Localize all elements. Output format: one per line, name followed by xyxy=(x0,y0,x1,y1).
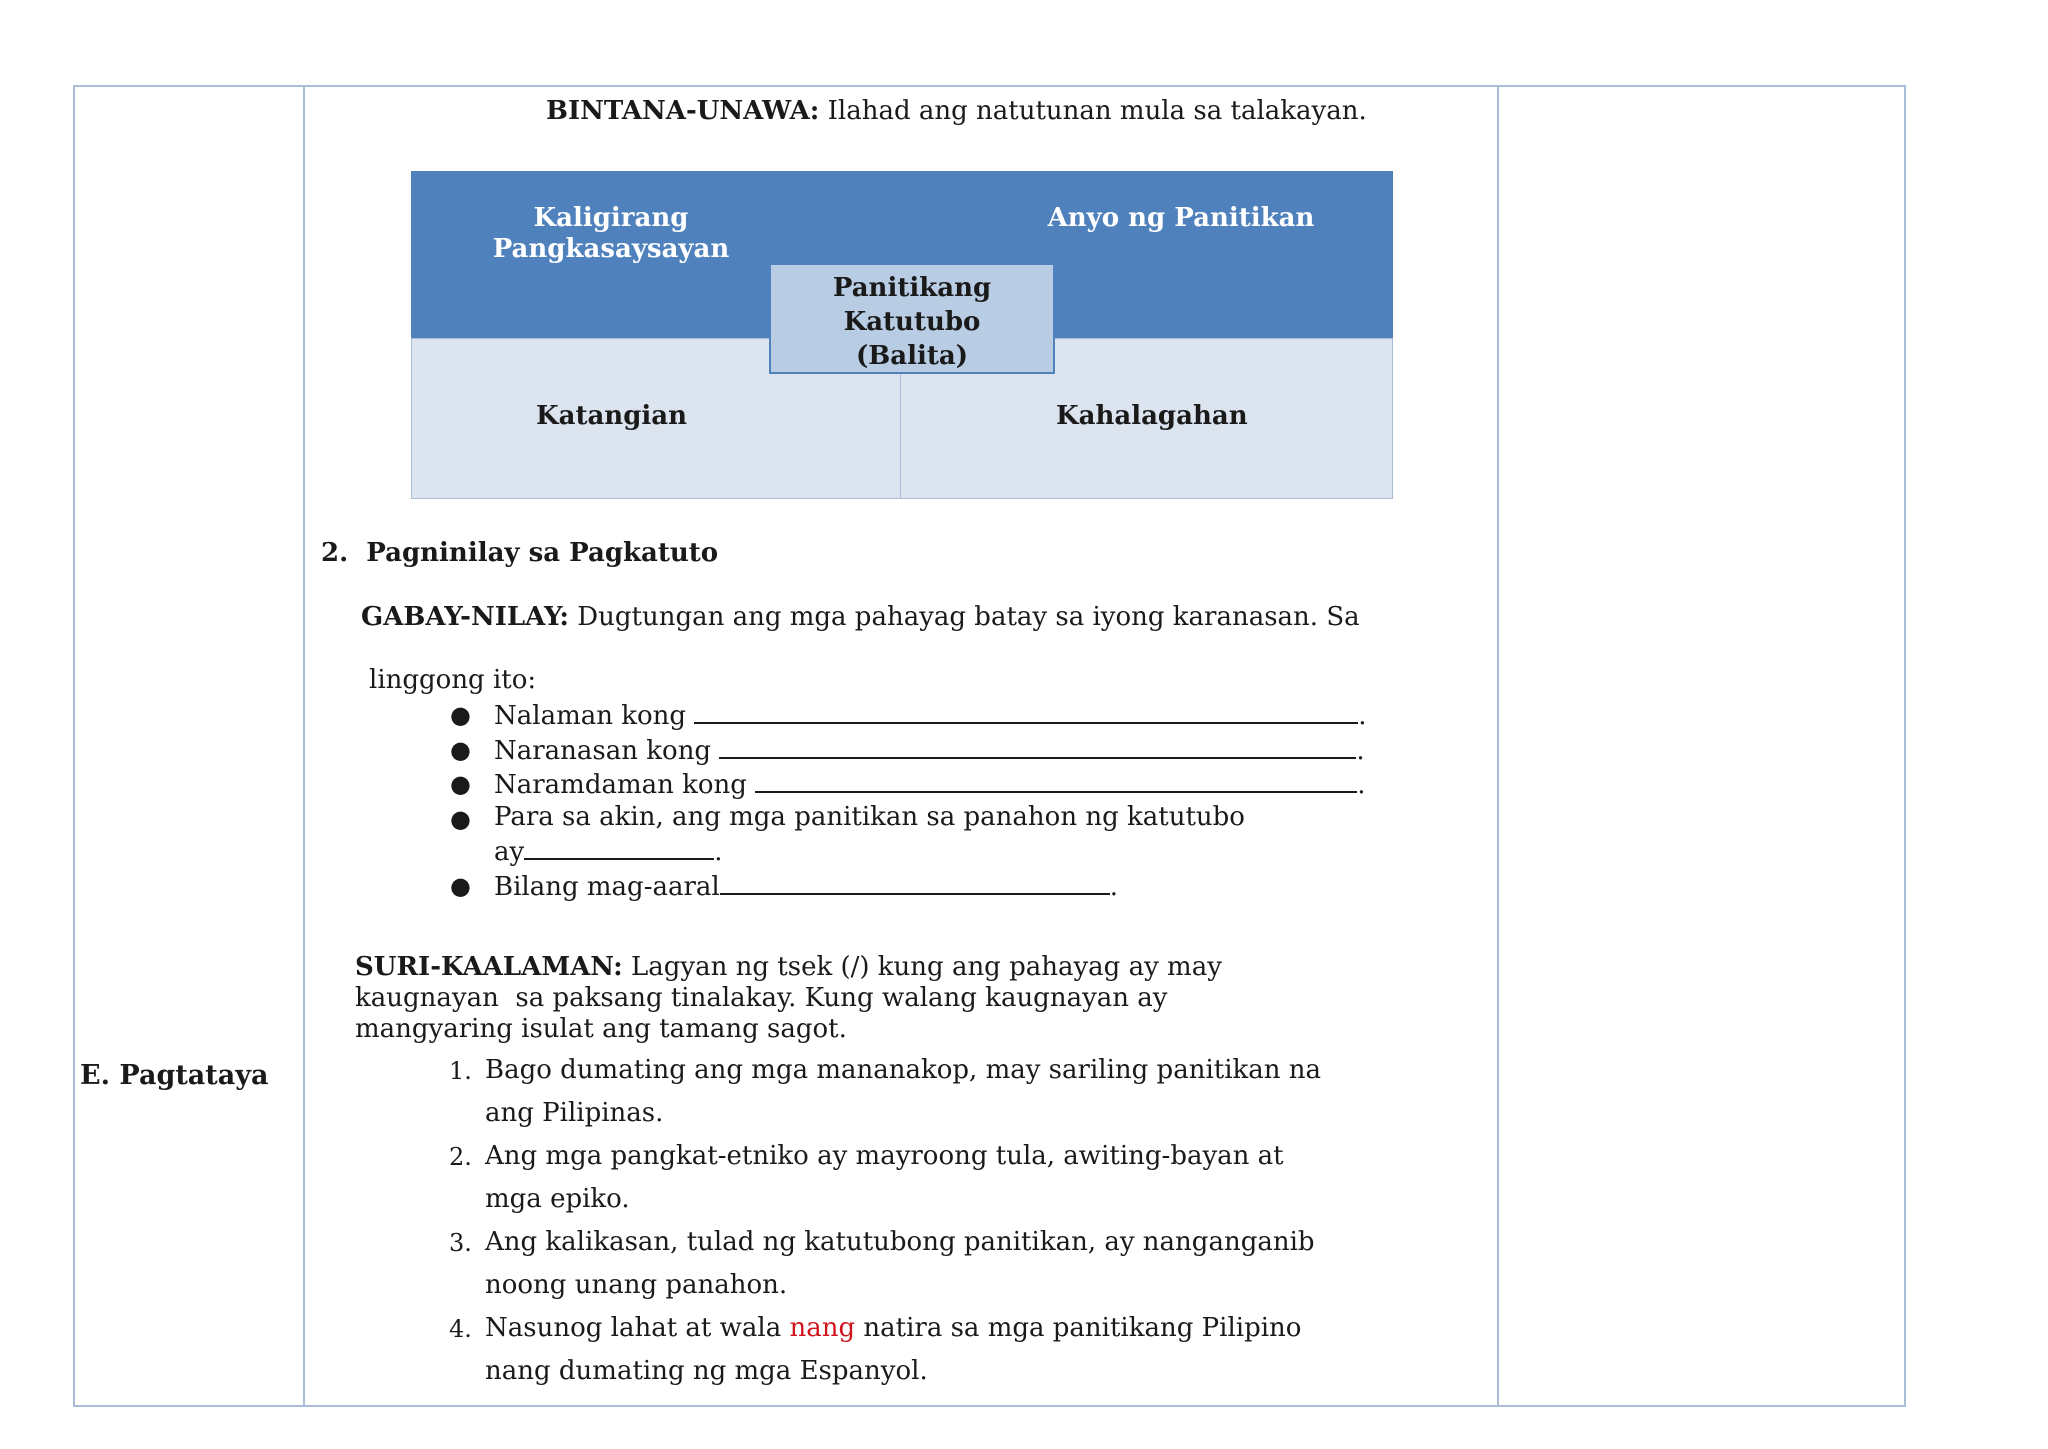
item-4-line-1 xyxy=(485,1313,1301,1344)
bullet-marker: ● xyxy=(450,701,471,729)
bullet-text: Bilang mag-aaral xyxy=(494,872,720,902)
gabay-nilay-instruction xyxy=(361,602,1360,633)
section-2-heading xyxy=(321,538,718,569)
suri-kaalaman-label: SURI-KAALAMAN: xyxy=(355,952,623,982)
item-4-highlighted-word: nang xyxy=(789,1313,856,1343)
section-label: E. Pagtataya xyxy=(80,1060,269,1091)
bullet-item-para-sa-akin-continuation xyxy=(494,834,722,868)
bullet-end: . xyxy=(1358,701,1367,731)
column-divider-2 xyxy=(1497,85,1499,1407)
item-number: 3. xyxy=(449,1229,472,1257)
item-4-text-a: Nasunog lahat at wala xyxy=(485,1313,790,1343)
bullet-end: . xyxy=(1356,736,1365,766)
item-number: 2. xyxy=(449,1143,472,1171)
section-2-number: 2. xyxy=(321,538,349,568)
bullet-item-nalaman xyxy=(494,698,1367,732)
item-1-line-1: Bago dumating ang mga mananakop, may sariling panitikan na xyxy=(485,1055,1322,1085)
bullet-text: ay xyxy=(494,837,525,867)
gabay-nilay-continuation: linggong ito: xyxy=(369,665,537,695)
item-3-line-1: Ang kalikasan, tulad ng katutubong panitikan, ay nanganganib xyxy=(485,1227,1315,1257)
diagram-center-label: Panitikang Katutubo (Balita) xyxy=(832,273,992,371)
bintana-unawa-instruction xyxy=(546,96,1367,127)
table-top-border xyxy=(73,85,1905,87)
bullet-end: . xyxy=(1357,770,1366,800)
table-bottom-border xyxy=(73,1405,1905,1407)
item-2-line-2: mga epiko. xyxy=(485,1184,630,1214)
answer-blank[interactable] xyxy=(755,767,1357,793)
column-divider-1 xyxy=(303,85,305,1407)
table-left-border xyxy=(73,85,75,1407)
section-2-title: Pagninilay sa Pagkatuto xyxy=(366,538,719,568)
gabay-nilay-label: GABAY-NILAY: xyxy=(361,602,569,632)
item-2-line-1: Ang mga pangkat-etniko ay mayroong tula, awiting-bayan at xyxy=(485,1141,1284,1171)
item-number: 4. xyxy=(449,1315,472,1343)
item-3-line-2: noong unang panahon. xyxy=(485,1270,788,1300)
bullet-marker: ● xyxy=(450,736,471,764)
bullet-item-bilang-mag-aaral xyxy=(494,869,1118,903)
suri-kaalaman-text: Lagyan ng tsek (/) kung ang pahayag ay may xyxy=(622,952,1222,982)
answer-blank[interactable] xyxy=(719,733,1356,759)
bullet-end: . xyxy=(1109,872,1118,902)
bintana-unawa-label: BINTANA-UNAWA: xyxy=(546,96,820,126)
bintana-unawa-text: Ilahad ang natutunan mula sa talakayan. xyxy=(819,96,1367,126)
bullet-text: Nalaman kong xyxy=(494,701,687,731)
item-1-line-2: ang Pilipinas. xyxy=(485,1098,664,1128)
answer-blank[interactable] xyxy=(720,869,1110,895)
bullet-end: . xyxy=(714,837,723,867)
bullet-text: Naranasan kong xyxy=(494,736,712,766)
item-number: 1. xyxy=(449,1057,472,1085)
bullet-marker: ● xyxy=(450,770,471,798)
suri-kaalaman-line-3: mangyaring isulat ang tamang sagot. xyxy=(355,1014,847,1044)
suri-kaalaman-line-2: kaugnayan sa paksang tinalakay. Kung walang kaugnayan ay xyxy=(355,983,1168,1013)
bullet-text: Naramdaman kong xyxy=(494,770,747,800)
bullet-item-para-sa-akin: Para sa akin, ang mga panitikan sa panahon ng katutubo xyxy=(494,802,1245,832)
bullet-marker: ● xyxy=(450,872,471,900)
item-4-line-2: nang dumating ng mga Espanyol. xyxy=(485,1356,928,1386)
diagram-bottom-left-label: Katangian xyxy=(536,401,688,431)
bullet-item-naranasan xyxy=(494,733,1365,767)
diagram-top-right-label: Anyo ng Panitikan xyxy=(1047,203,1315,233)
suri-kaalaman-instruction xyxy=(355,952,1222,983)
table-right-border xyxy=(1904,85,1906,1407)
answer-blank[interactable] xyxy=(694,698,1358,724)
diagram-top-left-label: Kaligirang Pangkasaysayan xyxy=(492,203,730,265)
item-4-text-b: natira sa mga panitikang Pilipino xyxy=(855,1313,1302,1343)
answer-blank[interactable] xyxy=(524,834,714,860)
bullet-marker: ● xyxy=(450,805,471,833)
bullet-item-naramdaman xyxy=(494,767,1365,801)
gabay-nilay-text: Dugtungan ang mga pahayag batay sa iyong karanasan. Sa xyxy=(569,602,1360,632)
learning-window-diagram xyxy=(411,171,1393,499)
diagram-bottom-right-label: Kahalagahan xyxy=(1056,401,1248,431)
